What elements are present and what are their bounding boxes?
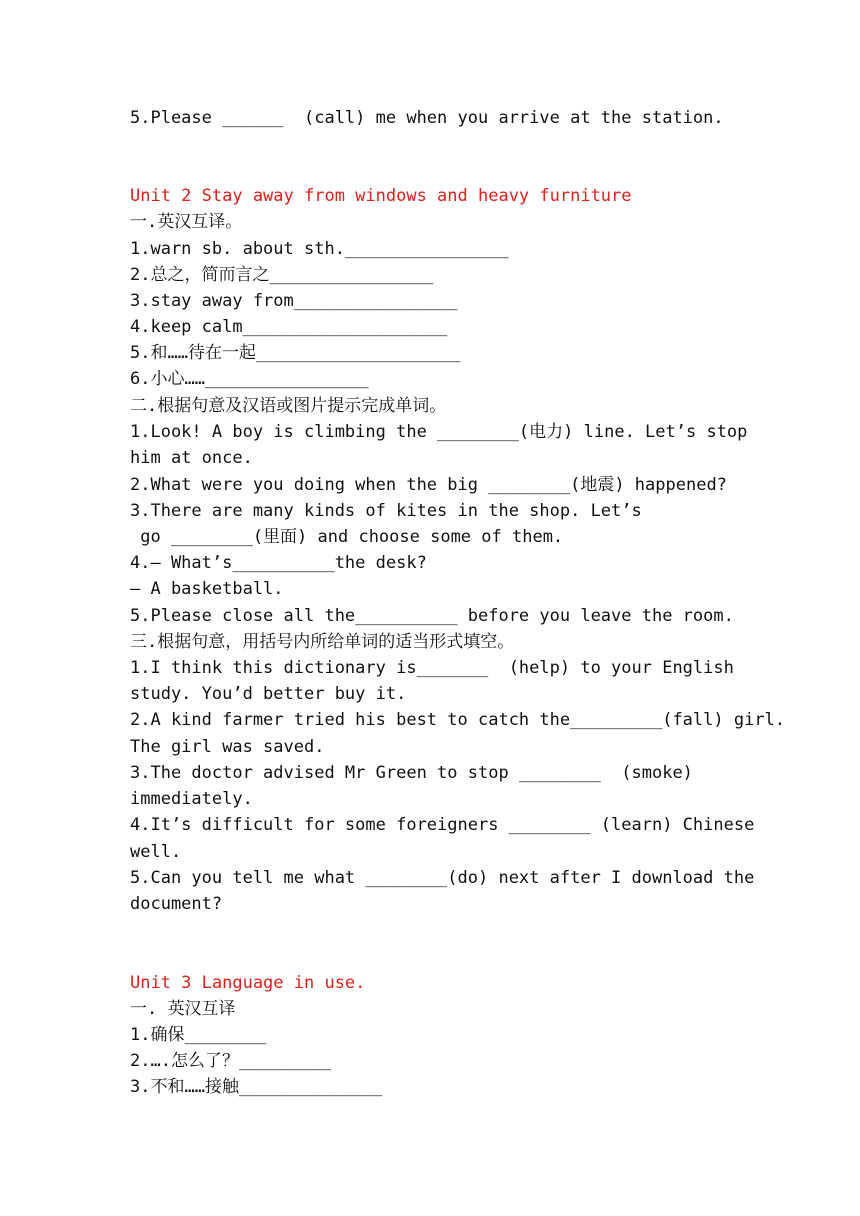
exercise-line: 3.There are many kinds of kites in the shop. Let’s [130,501,642,521]
exercise-line: 1.Look! A boy is climbing the ________(电力) line. Let’s stop [130,422,748,442]
exercise-line: 5.Can you tell me what ________(do) next after I download the [130,868,755,888]
exercise-line: 5.和……待在一起____________________ [130,343,461,363]
section-heading: 三.根据句意，用括号内所给单词的适当形式填空。 [130,632,515,652]
exercise-line: 1.I think this dictionary is_______ (help) to your English [130,658,734,678]
exercise-line: well. [130,842,182,862]
exercise-line: 4.It’s difficult for some foreigners ________ (learn) Chinese [130,815,755,835]
exercise-line: go ________(里面) and choose some of them. [130,527,564,547]
exercise-line: document? [130,894,223,914]
exercise-line: him at once. [130,448,253,468]
exercise-line: 2.What were you doing when the big ________(地震) happened? [130,475,727,495]
section-heading: 一. 英汉互译 [130,999,236,1019]
exercise-line: 2.A kind farmer tried his best to catch the_________(fall) girl. [130,710,786,730]
exercise-line: 1.确保________ [130,1025,267,1045]
exercise-line: immediately. [130,789,253,809]
section-heading: 二.根据句意及汉语或图片提示完成单词。 [130,396,447,416]
unit-2-heading: Unit 2 Stay away from windows and heavy furniture [130,186,632,206]
exercise-line: The girl was saved. [130,737,325,757]
exercise-line: 4.— What’s__________the desk? [130,553,427,573]
section-heading: 一.英汉互译。 [130,212,243,232]
exercise-line: 3.不和……接触______________ [130,1077,383,1097]
exercise-line: 5.Please ______ (call) me when you arrive at the station. [130,108,724,128]
unit-3-heading: Unit 3 Language in use. [130,973,366,993]
exercise-line: 3.The doctor advised Mr Green to stop ________ (smoke) [130,763,693,783]
exercise-line: 2.….怎么了？_________ [130,1051,332,1071]
exercise-line: 3.stay away from________________ [130,291,458,311]
exercise-line: study. You’d better buy it. [130,684,407,704]
exercise-line: 6.小心……________________ [130,369,369,389]
exercise-line: 2.总之，简而言之________________ [130,265,434,285]
exercise-line: 4.keep calm____________________ [130,317,448,337]
exercise-line: 1.warn sb. about sth.________________ [130,239,509,259]
exercise-line: — A basketball. [130,579,284,599]
exercise-line: 5.Please close all the__________ before you leave the room. [130,606,734,626]
